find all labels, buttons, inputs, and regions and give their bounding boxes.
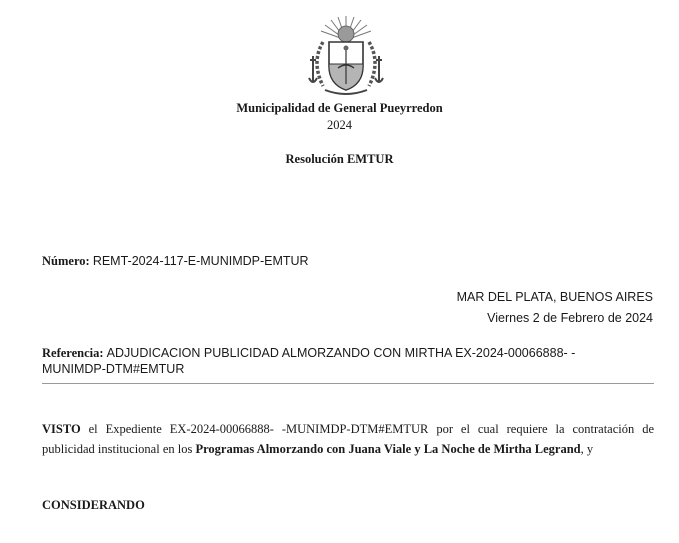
numero-label: Número: — [42, 254, 90, 268]
visto-program-1: Programas Almorzando con Juana Viale — [195, 442, 412, 456]
place: MAR DEL PLATA, BUENOS AIRES — [456, 290, 653, 304]
numero-value: REMT-2024-117-E-MUNIMDP-EMTUR — [92, 254, 309, 268]
referencia-value-line2: MUNIMDP-DTM#EMTUR — [42, 362, 185, 376]
organization-name: Municipalidad de General Pueyrredon — [236, 101, 443, 115]
visto-text-2: y — [411, 442, 424, 456]
referencia-label: Referencia: — [42, 346, 104, 360]
divider — [42, 383, 654, 384]
visto-paragraph — [42, 419, 654, 459]
referencia-line — [42, 346, 575, 361]
visto-text-1: el Expediente EX-2024-00066888- -MUNIMDP-DTM#EMTUR por el cual requiere la contratación de publicidad institucional en los — [42, 422, 654, 456]
coat-of-arms-seal — [305, 12, 387, 100]
date: Viernes 2 de Febrero de 2024 — [487, 311, 653, 325]
considerando-heading: CONSIDERANDO — [42, 498, 145, 512]
numero-line — [42, 254, 309, 269]
visto-text-3: , y — [580, 442, 594, 456]
document-year: 2024 — [327, 118, 352, 132]
document-title: Resolución EMTUR — [285, 152, 394, 166]
visto-program-2: La Noche de Mirtha Legrand — [423, 442, 581, 456]
visto-label: VISTO — [42, 422, 81, 436]
referencia-value-line1: ADJUDICACION PUBLICIDAD ALMORZANDO CON MIRTHA EX-2024-00066888- - — [106, 346, 576, 360]
